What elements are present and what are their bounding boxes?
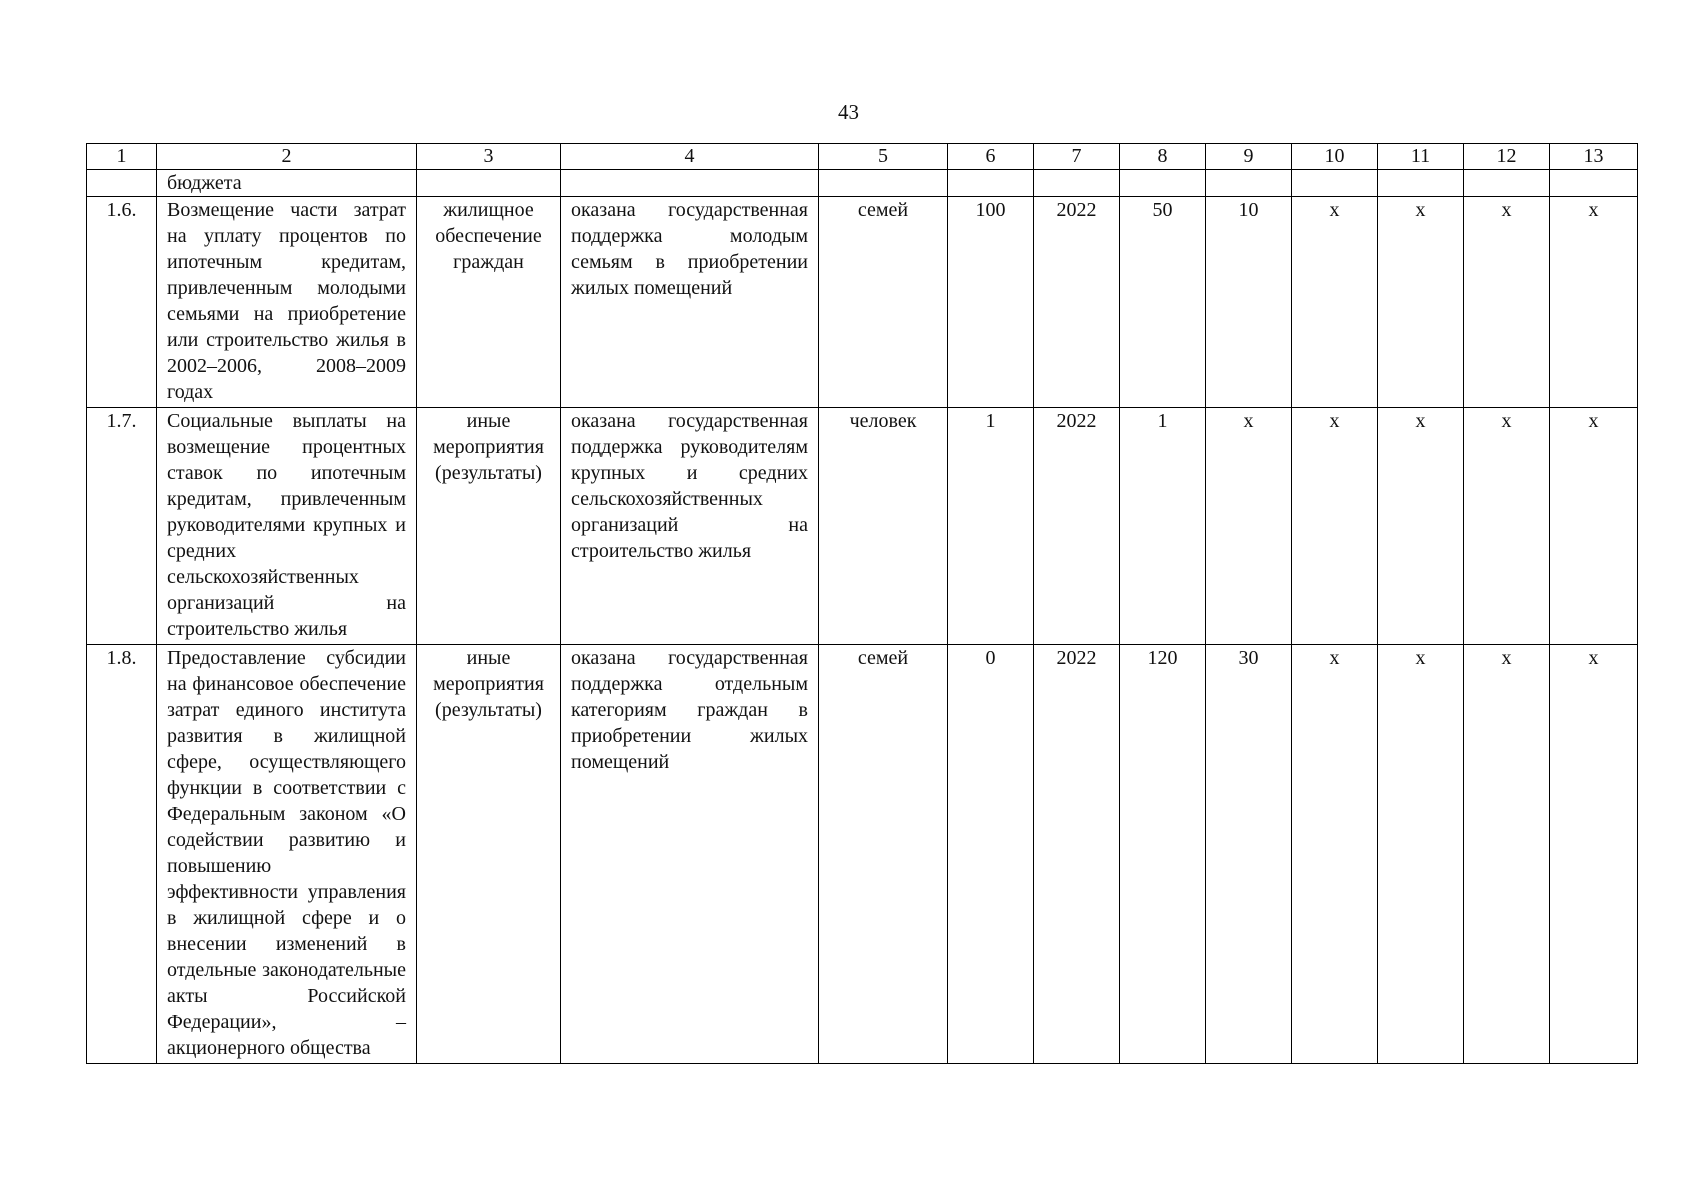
value-cell: х: [1550, 197, 1638, 408]
value-cell: х: [1464, 408, 1550, 645]
value-cell: 50: [1120, 197, 1206, 408]
table-cell: [1206, 170, 1292, 197]
value-cell: х: [1550, 645, 1638, 1064]
header-cell: 5: [819, 144, 948, 170]
value-cell: 120: [1120, 645, 1206, 1064]
header-cell: 1: [87, 144, 157, 170]
header-cell: 9: [1206, 144, 1292, 170]
unit-cell: человек: [819, 408, 948, 645]
header-cell: 7: [1034, 144, 1120, 170]
value-cell: 1: [948, 408, 1034, 645]
indicators-table: [86, 143, 1638, 1064]
header-cell: 13: [1550, 144, 1638, 170]
page-number: 43: [838, 100, 859, 124]
value-cell: х: [1550, 408, 1638, 645]
table-cell: [948, 170, 1034, 197]
table-cell: [1378, 170, 1464, 197]
table-row: [87, 408, 1638, 645]
value-cell: х: [1378, 408, 1464, 645]
year-cell: 2022: [1034, 408, 1120, 645]
value-cell: х: [1206, 408, 1292, 645]
table-cell: [1550, 170, 1638, 197]
table-cell: [87, 170, 157, 197]
header-cell: 4: [561, 144, 819, 170]
unit-cell: семей: [819, 645, 948, 1064]
value-cell: х: [1292, 197, 1378, 408]
measure-name: Предоставление субсидии на финансовое обеспечение затрат единого института развития в жилищной сфере, осуществляющего функции в соответствии с Федеральным законом «О содействии развитию и повышению эффективности управления в жилищной сфере и о внесении изменений в отдельные законодательные акты Российской Федерации», – акционерного общества: [157, 645, 417, 1064]
year-cell: 2022: [1034, 645, 1120, 1064]
measure-result: оказана государственная поддержка руководителям крупных и средних сельскохозяйственных организаций на строительство жилья: [561, 408, 819, 645]
header-cell: 6: [948, 144, 1034, 170]
table-cell: [1120, 170, 1206, 197]
table-row: [87, 645, 1638, 1064]
table-cell: [1034, 170, 1120, 197]
table-row: [87, 197, 1638, 408]
value-cell: 1: [1120, 408, 1206, 645]
measure-name: Возмещение части затрат на уплату процентов по ипотечным кредитам, привлеченным молодыми семьями на приобретение или строительство жилья в 2002–2006, 2008–2009 годах: [157, 197, 417, 408]
header-cell: 3: [417, 144, 561, 170]
table-cell: [1464, 170, 1550, 197]
year-cell: 2022: [1034, 197, 1120, 408]
value-cell: 0: [948, 645, 1034, 1064]
value-cell: х: [1464, 197, 1550, 408]
value-cell: х: [1292, 408, 1378, 645]
value-cell: 10: [1206, 197, 1292, 408]
value-cell: х: [1378, 197, 1464, 408]
header-cell: 8: [1120, 144, 1206, 170]
measure-result: оказана государственная поддержка отдельным категориям граждан в приобретении жилых помещений: [561, 645, 819, 1064]
header-cell: 12: [1464, 144, 1550, 170]
header-cell: 10: [1292, 144, 1378, 170]
table-cell: [1292, 170, 1378, 197]
table-cell: [561, 170, 819, 197]
table-cell: [417, 170, 561, 197]
row-number: 1.7.: [87, 408, 157, 645]
header-cell: 11: [1378, 144, 1464, 170]
measure-name: Социальные выплаты на возмещение процентных ставок по ипотечным кредитам, привлеченным руководителями крупных и средних сельскохозяйственных организаций на строительство жилья: [157, 408, 417, 645]
measure-type: иные мероприятия (результаты): [417, 408, 561, 645]
value-cell: х: [1464, 645, 1550, 1064]
value-cell: 30: [1206, 645, 1292, 1064]
value-cell: х: [1378, 645, 1464, 1064]
measure-type: жилищное обеспечение граждан: [417, 197, 561, 408]
measure-type: иные мероприятия (результаты): [417, 645, 561, 1064]
measure-result: оказана государственная поддержка молодым семьям в приобретении жилых помещений: [561, 197, 819, 408]
continuation-row: [87, 170, 1638, 197]
unit-cell: семей: [819, 197, 948, 408]
header-row: [87, 144, 1638, 170]
value-cell: х: [1292, 645, 1378, 1064]
value-cell: 100: [948, 197, 1034, 408]
row-number: 1.8.: [87, 645, 157, 1064]
header-cell: 2: [157, 144, 417, 170]
table-cell: [819, 170, 948, 197]
continuation-text: бюджета: [157, 170, 417, 197]
row-number: 1.6.: [87, 197, 157, 408]
